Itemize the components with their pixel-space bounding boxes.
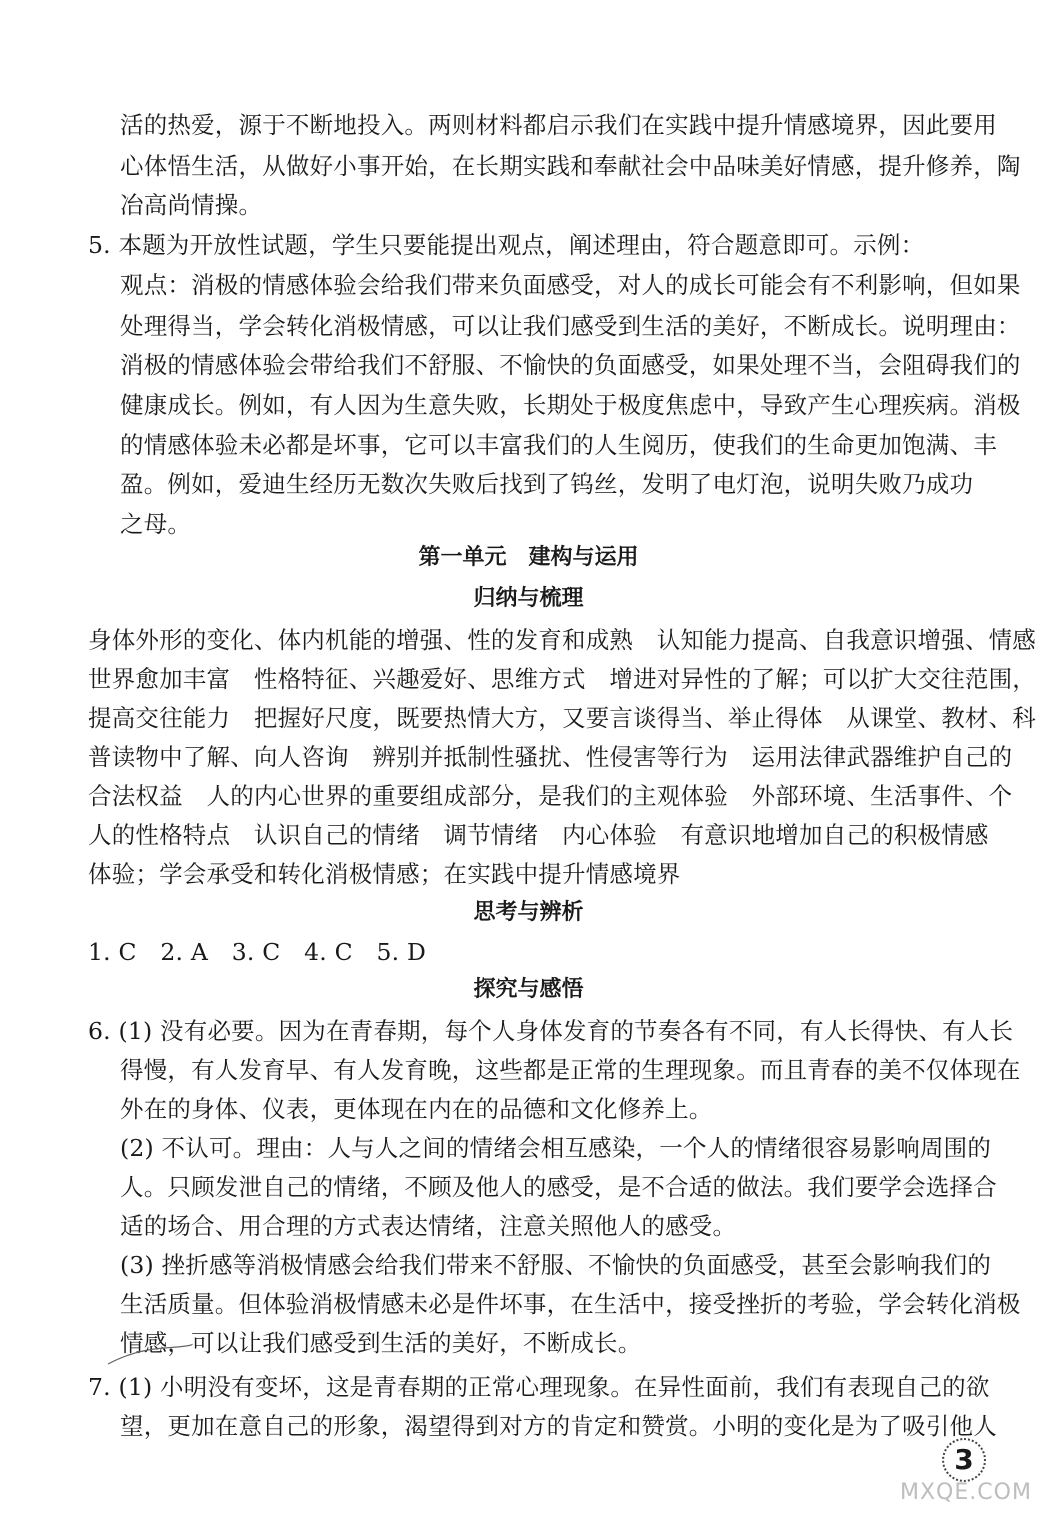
q5-line: 5. 本题为开放性试题，学生只要能提出观点，阐述理由，符合题意即可。示例： [88,231,925,259]
choice-answers: 1. C 2. A 3. C 4. C 5. D [88,938,427,966]
summary-line: 提高交往能力 把握好尺度，既要热情大方，又要言谈得当、举止得体 从课堂、教材、科 [88,704,1036,732]
q5-line: 消极的情感体验会带给我们不舒服、不愉快的负面感受，如果处理不当，会阻碍我们的 [120,351,1021,379]
q6-line: 适的场合、用合理的方式表达情绪，注意关照他人的感受。 [120,1212,737,1240]
pen-mark-icon [104,1340,194,1370]
intro-line: 冶高尚情操。 [120,191,263,219]
summary-line: 体验；学会承受和转化消极情感；在实践中提升情感境界 [88,860,681,888]
q6-line: 情感，可以让我们感受到生活的美好，不断成长。 [120,1329,642,1357]
q5-line: 健康成长。例如，有人因为生意失败，长期处于极度焦虑中，导致产生心理疾病。消极 [120,391,1021,419]
q5-line: 处理得当，学会转化消极情感，可以让我们感受到生活的美好，不断成长。说明理由： [120,312,1021,340]
q6-line: (3) 挫折感等消极情感会给我们带来不舒服、不愉快的负面感受，甚至会影响我们的 [120,1251,992,1279]
q6-line: (2) 不认可。理由：人与人之间的情绪会相互感染，一个人的情绪很容易影响周围的 [120,1134,992,1162]
q5-line: 的情感体验未必都是坏事，它可以丰富我们的人生阅历，使我们的生命更加饱满、丰 [120,431,997,459]
summary-line: 身体外形的变化、体内机能的增强、性的发育和成熟 认知能力提高、自我意识增强、情感 [88,626,1036,654]
section-title-explore: 探究与感悟 [473,977,584,1002]
summary-line: 普读物中了解、向人咨询 辨别并抵制性骚扰、性侵害等行为 运用法律武器维护自己的 [88,743,1013,771]
section-title-think: 思考与辨析 [473,900,584,925]
q5-line: 观点：消极的情感体验会给我们带来负面感受，对人的成长可能会有不利影响，但如果 [120,271,1021,299]
q7-line: 7. (1) 小明没有变坏，这是青春期的正常心理现象。在异性面前，我们有表现自己的欲 [88,1373,990,1401]
summary-line: 世界愈加丰富 性格特征、兴趣爱好、思维方式 增进对异性的了解；可以扩大交往范围， [88,665,1036,693]
q6-line: 人。只顾发泄自己的情绪，不顾及他人的感受，是不合适的做法。我们要学会选择合 [120,1173,997,1201]
q6-line: 外在的身体、仪表，更体现在内在的品德和文化修养上。 [120,1095,713,1123]
watermark: MXQE.COM [900,1480,1032,1505]
summary-line: 合法权益 人的内心世界的重要组成部分，是我们的主观体验 外部环境、生活事件、个 [88,782,1013,810]
summary-line: 人的性格特点 认识自己的情绪 调节情绪 内心体验 有意识地增加自己的积极情感 [88,821,989,849]
q6-line: 6. (1) 没有必要。因为在青春期，每个人身体发育的节奏各有不同，有人长得快、有人长 [88,1017,1014,1045]
intro-line: 活的热爱，源于不断地投入。两则材料都启示我们在实践中提升情感境界，因此要用 [120,111,997,139]
q6-line: 得慢，有人发育早、有人发育晚，这些都是正常的生理现象。而且青春的美不仅体现在 [120,1056,1021,1084]
unit-title: 第一单元 建构与运用 [418,545,639,570]
section-title-summary: 归纳与梳理 [473,586,584,611]
q7-line: 望，更加在意自己的形象，渴望得到对方的肯定和赞赏。小明的变化是为了吸引他人 [120,1412,997,1440]
q6-line: 生活质量。但体验消极情感未必是件坏事，在生活中，接受挫折的考验，学会转化消极 [120,1290,1021,1318]
page-number: 3 [942,1438,986,1482]
q5-line: 盈。例如，爱迪生经历无数次失败后找到了钨丝，发明了电灯泡，说明失败乃成功 [120,470,974,498]
intro-line: 心体悟生活，从做好小事开始，在长期实践和奉献社会中品味美好情感，提升修养，陶 [120,152,1021,180]
q5-line: 之母。 [120,510,192,538]
